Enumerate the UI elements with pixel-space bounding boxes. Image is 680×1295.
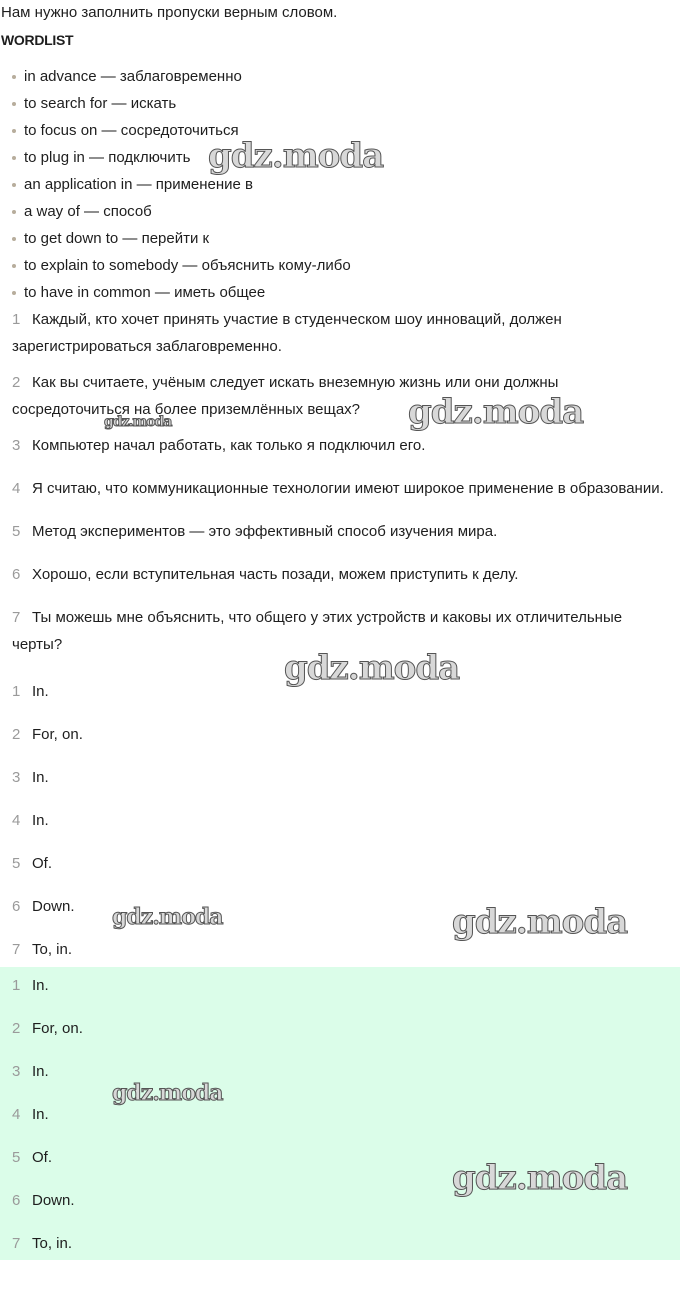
list-item [12, 252, 351, 279]
watermark-logo: gdz.moda [408, 392, 584, 432]
sentence-text: Компьютер начал работать, как только я подключил его. [32, 437, 426, 454]
item-number: 2 [12, 374, 21, 391]
answer-item [12, 842, 672, 885]
bullet-icon [12, 102, 16, 106]
item-number: 2 [12, 1020, 21, 1037]
item-number: 2 [12, 726, 21, 743]
list-item [12, 90, 351, 117]
answer-item [12, 1007, 672, 1050]
answer-text: Down. [32, 898, 75, 915]
bullet-icon [12, 75, 16, 79]
list-item [12, 198, 351, 225]
list-item-text: a way of — способ [24, 203, 152, 220]
answer-item [12, 1222, 672, 1265]
item-number: 3 [12, 1063, 21, 1080]
item-number: 5 [12, 855, 21, 872]
answer-text: Of. [32, 855, 53, 872]
sentence-item [12, 518, 676, 561]
task-intro: Нам нужно заполнить пропуски верным словом. [1, 4, 338, 21]
list-item-text: to focus on — сосредоточиться [24, 122, 239, 139]
bullet-icon [12, 156, 16, 160]
sentence-item [12, 561, 676, 604]
answer-item [12, 964, 672, 1007]
list-item-text: in advance — заблаговременно [24, 68, 242, 85]
item-number: 5 [12, 523, 21, 540]
item-number: 6 [12, 566, 21, 583]
answer-text: In. [32, 1063, 49, 1080]
item-number: 6 [12, 898, 21, 915]
list-item-text: to search for — искать [24, 95, 177, 112]
list-item-text: an application in — применение в [24, 176, 254, 193]
answer-text: Down. [32, 1192, 75, 1209]
watermark-logo: gdz.moda [104, 414, 172, 430]
item-number: 7 [12, 941, 21, 958]
sentence-text: Каждый, кто хочет принять участие в студенческом шоу инноваций, должен зарегистрироваться заблаговременно. [12, 311, 562, 355]
answer-text: In. [32, 769, 49, 786]
item-number: 7 [12, 609, 21, 626]
sentences-list [12, 306, 676, 667]
watermark-logo: gdz.moda [452, 1158, 628, 1198]
watermark-logo: gdz.moda [112, 904, 223, 930]
item-number: 1 [12, 683, 21, 700]
bullet-icon [12, 264, 16, 268]
answer-text: For, on. [32, 726, 83, 743]
item-number: 4 [12, 1106, 21, 1123]
answer-text: In. [32, 683, 49, 700]
sentence-text: Хорошо, если вступительная часть позади, можем приступить к делу. [32, 566, 519, 583]
answer-item [12, 713, 672, 756]
sentence-item [12, 475, 676, 518]
bullet-icon [12, 237, 16, 241]
watermark-logo: gdz.moda [112, 1080, 223, 1106]
answer-item [12, 1050, 672, 1093]
sentence-item [12, 306, 676, 369]
watermark-logo: gdz.moda [208, 136, 384, 176]
answer-text: Of. [32, 1149, 53, 1166]
highlighted-answers-list [12, 964, 672, 1265]
answer-item [12, 756, 672, 799]
wordlist [12, 63, 351, 306]
item-number: 1 [12, 311, 21, 328]
item-number: 7 [12, 1235, 21, 1252]
bullet-icon [12, 129, 16, 133]
answer-text: For, on. [32, 1020, 83, 1037]
answer-text: To, in. [32, 1235, 73, 1252]
answer-text: To, in. [32, 941, 73, 958]
answer-item [12, 1093, 672, 1136]
item-number: 4 [12, 480, 21, 497]
answer-text: In. [32, 977, 49, 994]
bullet-icon [12, 183, 16, 187]
list-item [12, 279, 351, 306]
wordlist-heading: WORDLIST [1, 32, 74, 48]
item-number: 6 [12, 1192, 21, 1209]
watermark-logo: gdz.moda [452, 902, 628, 942]
list-item-text: to get down to — перейти к [24, 230, 210, 247]
item-number: 5 [12, 1149, 21, 1166]
list-item [12, 63, 351, 90]
list-item-text: to have in common — иметь общее [24, 284, 266, 301]
answer-text: In. [32, 1106, 49, 1123]
sentence-item [12, 432, 676, 475]
list-item-text: to plug in — подключить [24, 149, 191, 166]
watermark-logo: gdz.moda [284, 648, 460, 688]
item-number: 3 [12, 437, 21, 454]
answer-item [12, 799, 672, 842]
item-number: 1 [12, 977, 21, 994]
bullet-icon [12, 210, 16, 214]
bullet-icon [12, 291, 16, 295]
item-number: 4 [12, 812, 21, 829]
sentence-text: Метод экспериментов — это эффективный способ изучения мира. [32, 523, 498, 540]
list-item-text: to explain to somebody — объяснить кому-либо [24, 257, 351, 274]
sentence-text: Я считаю, что коммуникационные технологии имеют широкое применение в образовании. [32, 480, 664, 497]
list-item [12, 225, 351, 252]
sentence-text: Ты можешь мне объяснить, что общего у этих устройств и каковы их отличительные черты? [12, 609, 623, 653]
sentence-text: Как вы считаете, учёным следует искать внеземную жизнь или они должны сосредоточиться на более приземлённых вещах? [12, 374, 559, 418]
answer-text: In. [32, 812, 49, 829]
item-number: 3 [12, 769, 21, 786]
